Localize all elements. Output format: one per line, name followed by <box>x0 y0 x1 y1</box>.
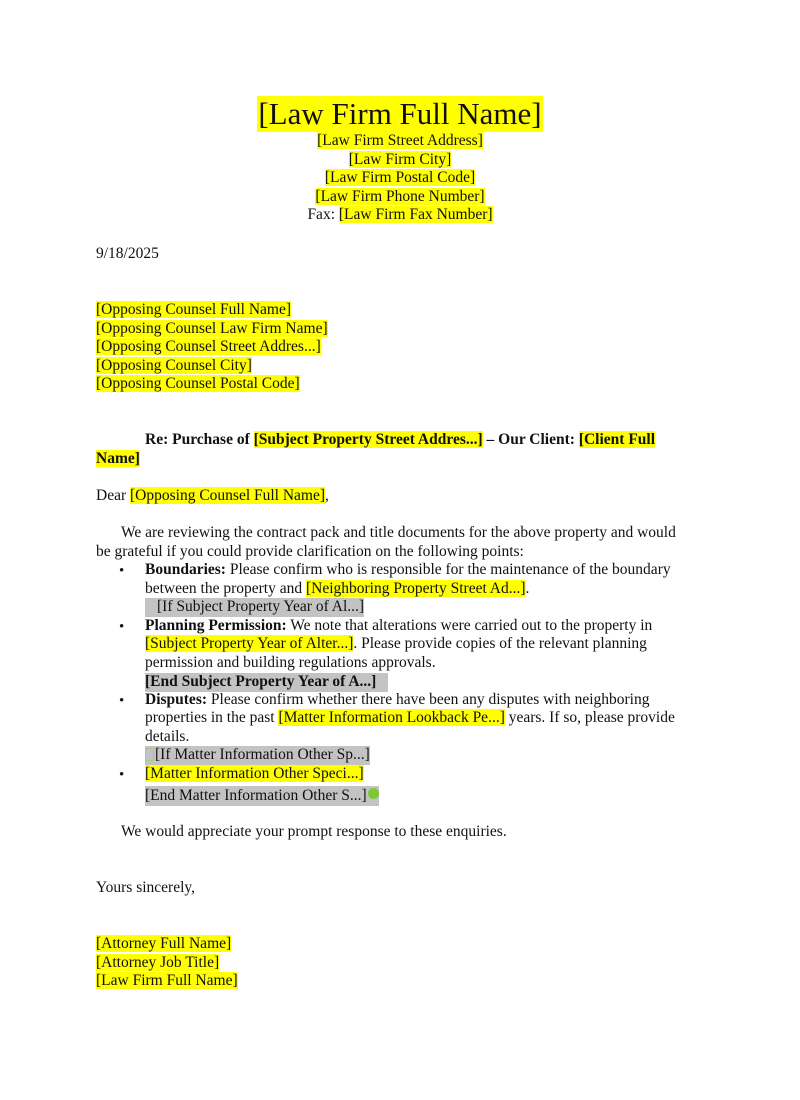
opposing-counsel-postal-field[interactable]: [Opposing Counsel Postal Code] <box>96 375 300 392</box>
salutation <box>96 487 329 506</box>
planning-text-2: . Please provide copies of the relevant planning <box>353 635 647 652</box>
opposing-counsel-city-field[interactable]: [Opposing Counsel City] <box>96 356 252 374</box>
conditional-end-year-altered[interactable] <box>145 673 388 692</box>
closing-paragraph: We would appreciate your prompt response to these enquiries. <box>121 823 507 840</box>
intro-line-2: be grateful if you could provide clarification on the following points: <box>96 543 524 560</box>
opposing-counsel-street-field[interactable]: [Opposing Counsel Street Addres...] <box>96 338 321 355</box>
law-firm-city-field[interactable]: [Law Firm City] <box>348 150 452 168</box>
boundaries-text-2: between the property and <box>145 580 306 597</box>
signature-block <box>96 935 238 991</box>
recipient-address <box>96 301 328 394</box>
signoff: Yours sincerely, <box>96 879 196 896</box>
boundaries-line-2 <box>145 580 529 599</box>
bullet-icon: • <box>119 619 125 635</box>
conditional-end-other-label: [End Matter Information Other S...] <box>145 787 367 804</box>
planning-line-3: permission and building regulations approvals. <box>145 654 436 671</box>
bullet-icon: • <box>119 693 125 709</box>
subject-property-street-field[interactable]: [Subject Property Street Addres...] <box>253 431 483 448</box>
conditional-start-label: [If Subject Property Year of Al...] <box>157 598 365 615</box>
law-firm-fax-field[interactable]: [Law Firm Fax Number] <box>338 206 493 223</box>
conditional-end-label: [End Subject Property Year of A...] <box>145 673 377 690</box>
fax-label: Fax: <box>307 206 339 223</box>
neighboring-property-field[interactable]: [Neighboring Property Street Ad...] <box>305 580 526 597</box>
checkbox-marker-icon <box>145 748 154 761</box>
salutation-name-field[interactable]: [Opposing Counsel Full Name] <box>130 487 326 504</box>
attorney-name-field[interactable]: [Attorney Full Name] <box>96 935 232 952</box>
subject-middle: – Our Client: <box>482 431 579 448</box>
property-year-altered-field[interactable]: [Subject Property Year of Alter...] <box>145 635 354 652</box>
subject-prefix: Re: Purchase of <box>145 431 254 448</box>
salutation-dear: Dear <box>96 487 130 504</box>
law-firm-name-field[interactable]: [Law Firm Full Name] <box>258 96 542 131</box>
lookback-period-field[interactable]: [Matter Information Lookback Pe...] <box>278 709 505 726</box>
boundaries-label: Boundaries: <box>145 561 226 578</box>
boundaries-text: Please confirm who is responsible for the maintenance of the boundary <box>225 561 671 578</box>
opposing-counsel-name-field[interactable]: [Opposing Counsel Full Name] <box>96 301 292 318</box>
law-firm-postal-field[interactable]: [Law Firm Postal Code] <box>324 169 476 186</box>
subject-line <box>145 431 655 450</box>
subject-line-wrap <box>96 450 140 469</box>
salutation-comma: , <box>325 487 329 504</box>
boundaries-period: . <box>525 580 530 597</box>
green-status-dot-icon[interactable] <box>368 788 379 799</box>
boundaries-line-1 <box>145 561 671 580</box>
client-name-field-continued[interactable]: Name] <box>96 450 140 467</box>
planning-text: We note that alterations were carried out to the property in <box>286 617 653 634</box>
other-line <box>145 765 364 784</box>
disputes-line-1 <box>145 691 650 710</box>
client-name-field[interactable]: [Client Full <box>578 431 656 448</box>
opposing-counsel-firm-field[interactable]: [Opposing Counsel Law Firm Name] <box>96 319 328 337</box>
disputes-text-3: years. If so, please provide <box>504 709 675 726</box>
other-specifics-field[interactable]: [Matter Information Other Speci...] <box>145 765 364 782</box>
conditional-start-other-specifics[interactable] <box>145 746 370 765</box>
disputes-text: Please confirm whether there have been any disputes with neighboring <box>207 691 650 708</box>
letter-date: 9/18/2025 <box>96 245 159 262</box>
conditional-start-year-altered[interactable] <box>145 598 364 617</box>
planning-line-2 <box>145 635 647 654</box>
planning-line-1 <box>145 617 652 636</box>
letterhead <box>0 96 800 225</box>
attorney-title-field[interactable]: [Attorney Job Title] <box>96 953 220 971</box>
disputes-text-2: properties in the past <box>145 709 279 726</box>
bullet-icon: • <box>119 563 125 579</box>
law-firm-street-field[interactable]: [Law Firm Street Address] <box>317 132 483 149</box>
disputes-line-2 <box>145 709 675 728</box>
conditional-start-other-label: [If Matter Information Other Sp...] <box>155 746 370 763</box>
planning-label: Planning Permission: <box>145 617 287 634</box>
disputes-label: Disputes: <box>145 691 208 708</box>
disputes-line-3: details. <box>145 728 190 745</box>
intro-line-1: We are reviewing the contract pack and title documents for the above property and would <box>121 524 676 541</box>
signature-firm-name-field[interactable]: [Law Firm Full Name] <box>96 972 238 989</box>
law-firm-phone-field[interactable]: [Law Firm Phone Number] <box>315 187 485 205</box>
conditional-end-other-specifics[interactable] <box>145 786 379 806</box>
bullet-icon: • <box>119 767 125 783</box>
